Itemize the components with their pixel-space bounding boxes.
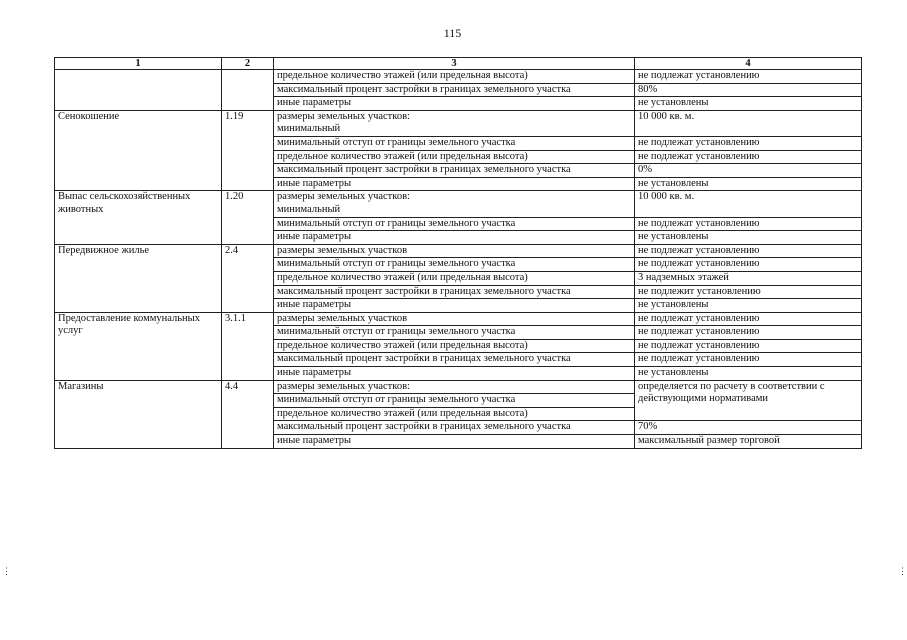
- parameter-value: не подлежат установлению: [635, 70, 862, 84]
- parameter-value: не подлежат установлению: [635, 258, 862, 272]
- header-row: [55, 58, 862, 70]
- parameter-name: иные параметры: [274, 435, 635, 449]
- land-use-code: 2.4: [222, 244, 274, 312]
- regulations-table: [54, 57, 862, 449]
- parameter-value: определяется по расчету в соответствии с действующими нормативами: [635, 380, 862, 421]
- land-use-code: 1.19: [222, 110, 274, 191]
- parameter-name: максимальный процент застройки в границах земельного участка: [274, 164, 635, 178]
- land-use-name: Выпас сельскохозяйственных животных: [55, 191, 222, 244]
- parameter-name: максимальный процент застройки в границах земельного участка: [274, 285, 635, 299]
- parameter-name: размеры земельных участков:: [274, 380, 635, 394]
- table-body: [55, 70, 862, 449]
- parameter-name: максимальный процент застройки в границах земельного участка: [274, 353, 635, 367]
- parameter-value: максимальный размер торговой: [635, 435, 862, 449]
- land-use-code: 4.4: [222, 380, 274, 448]
- right-edge-mark: ⋮: [898, 566, 907, 576]
- parameter-name: размеры земельных участков: [274, 312, 635, 326]
- parameter-name: минимальный отступ от границы земельного участка: [274, 136, 635, 150]
- parameter-value: не подлежат установлению: [635, 217, 862, 231]
- table-row: [55, 244, 862, 258]
- parameter-value: не установлены: [635, 97, 862, 111]
- header-col-2: 2: [222, 58, 274, 70]
- land-use-code: [222, 70, 274, 111]
- parameter-value: 70%: [635, 421, 862, 435]
- parameter-value: не подлежат установлению: [635, 244, 862, 258]
- parameter-name: иные параметры: [274, 97, 635, 111]
- parameter-value: 3 надземных этажей: [635, 271, 862, 285]
- parameter-name: минимальный отступ от границы земельного участка: [274, 326, 635, 340]
- parameter-name: иные параметры: [274, 367, 635, 381]
- parameter-name: размеры земельных участков: минимальный: [274, 191, 635, 217]
- parameter-value: не подлежат установлению: [635, 326, 862, 340]
- header-col-3: 3: [274, 58, 635, 70]
- parameter-name: предельное количество этажей (или предельная высота): [274, 271, 635, 285]
- table-row: [55, 110, 862, 136]
- parameter-name: иные параметры: [274, 231, 635, 245]
- page-number: 115: [443, 26, 462, 40]
- parameter-value: не подлежат установлению: [635, 312, 862, 326]
- parameter-value: не подлежат установлению: [635, 353, 862, 367]
- parameter-name: максимальный процент застройки в границах земельного участка: [274, 83, 635, 97]
- parameter-name: минимальный отступ от границы земельного участка: [274, 258, 635, 272]
- parameter-name: минимальный отступ от границы земельного участка: [274, 394, 635, 408]
- parameter-value: не подлежат установлению: [635, 136, 862, 150]
- table-row: [55, 70, 862, 84]
- table-row: [55, 312, 862, 326]
- land-use-name: Предоставление коммунальных услуг: [55, 312, 222, 380]
- parameter-value: не установлены: [635, 299, 862, 313]
- parameter-value: 80%: [635, 83, 862, 97]
- header-col-4: 4: [635, 58, 862, 70]
- parameter-value: 10 000 кв. м.: [635, 110, 862, 136]
- parameter-name: предельное количество этажей (или предельная высота): [274, 70, 635, 84]
- parameter-name: размеры земельных участков: минимальный: [274, 110, 635, 136]
- parameter-name: размеры земельных участков: [274, 244, 635, 258]
- parameter-name: иные параметры: [274, 299, 635, 313]
- parameter-name: иные параметры: [274, 177, 635, 191]
- land-use-name: Магазины: [55, 380, 222, 448]
- table-row: [55, 191, 862, 217]
- parameter-value: не подлежат установлению: [635, 150, 862, 164]
- parameter-value: не установлены: [635, 177, 862, 191]
- parameter-name: минимальный отступ от границы земельного участка: [274, 217, 635, 231]
- parameter-value: 10 000 кв. м.: [635, 191, 862, 217]
- parameter-name: предельное количество этажей (или предельная высота): [274, 407, 635, 421]
- parameter-name: максимальный процент застройки в границах земельного участка: [274, 421, 635, 435]
- header-col-1: 1: [55, 58, 222, 70]
- land-use-name: Передвижное жилье: [55, 244, 222, 312]
- parameter-name: предельное количество этажей (или предельная высота): [274, 339, 635, 353]
- parameter-value: не установлены: [635, 231, 862, 245]
- parameter-value: 0%: [635, 164, 862, 178]
- land-use-code: 1.20: [222, 191, 274, 244]
- parameter-value: не установлены: [635, 367, 862, 381]
- table-row: [55, 380, 862, 394]
- parameter-value: не подлежат установлению: [635, 339, 862, 353]
- land-use-name: [55, 70, 222, 111]
- land-use-name: Сенокошение: [55, 110, 222, 191]
- land-use-code: 3.1.1: [222, 312, 274, 380]
- parameter-value: не подлежит установлению: [635, 285, 862, 299]
- left-edge-mark: ⋮: [2, 566, 11, 576]
- parameter-name: предельное количество этажей (или предельная высота): [274, 150, 635, 164]
